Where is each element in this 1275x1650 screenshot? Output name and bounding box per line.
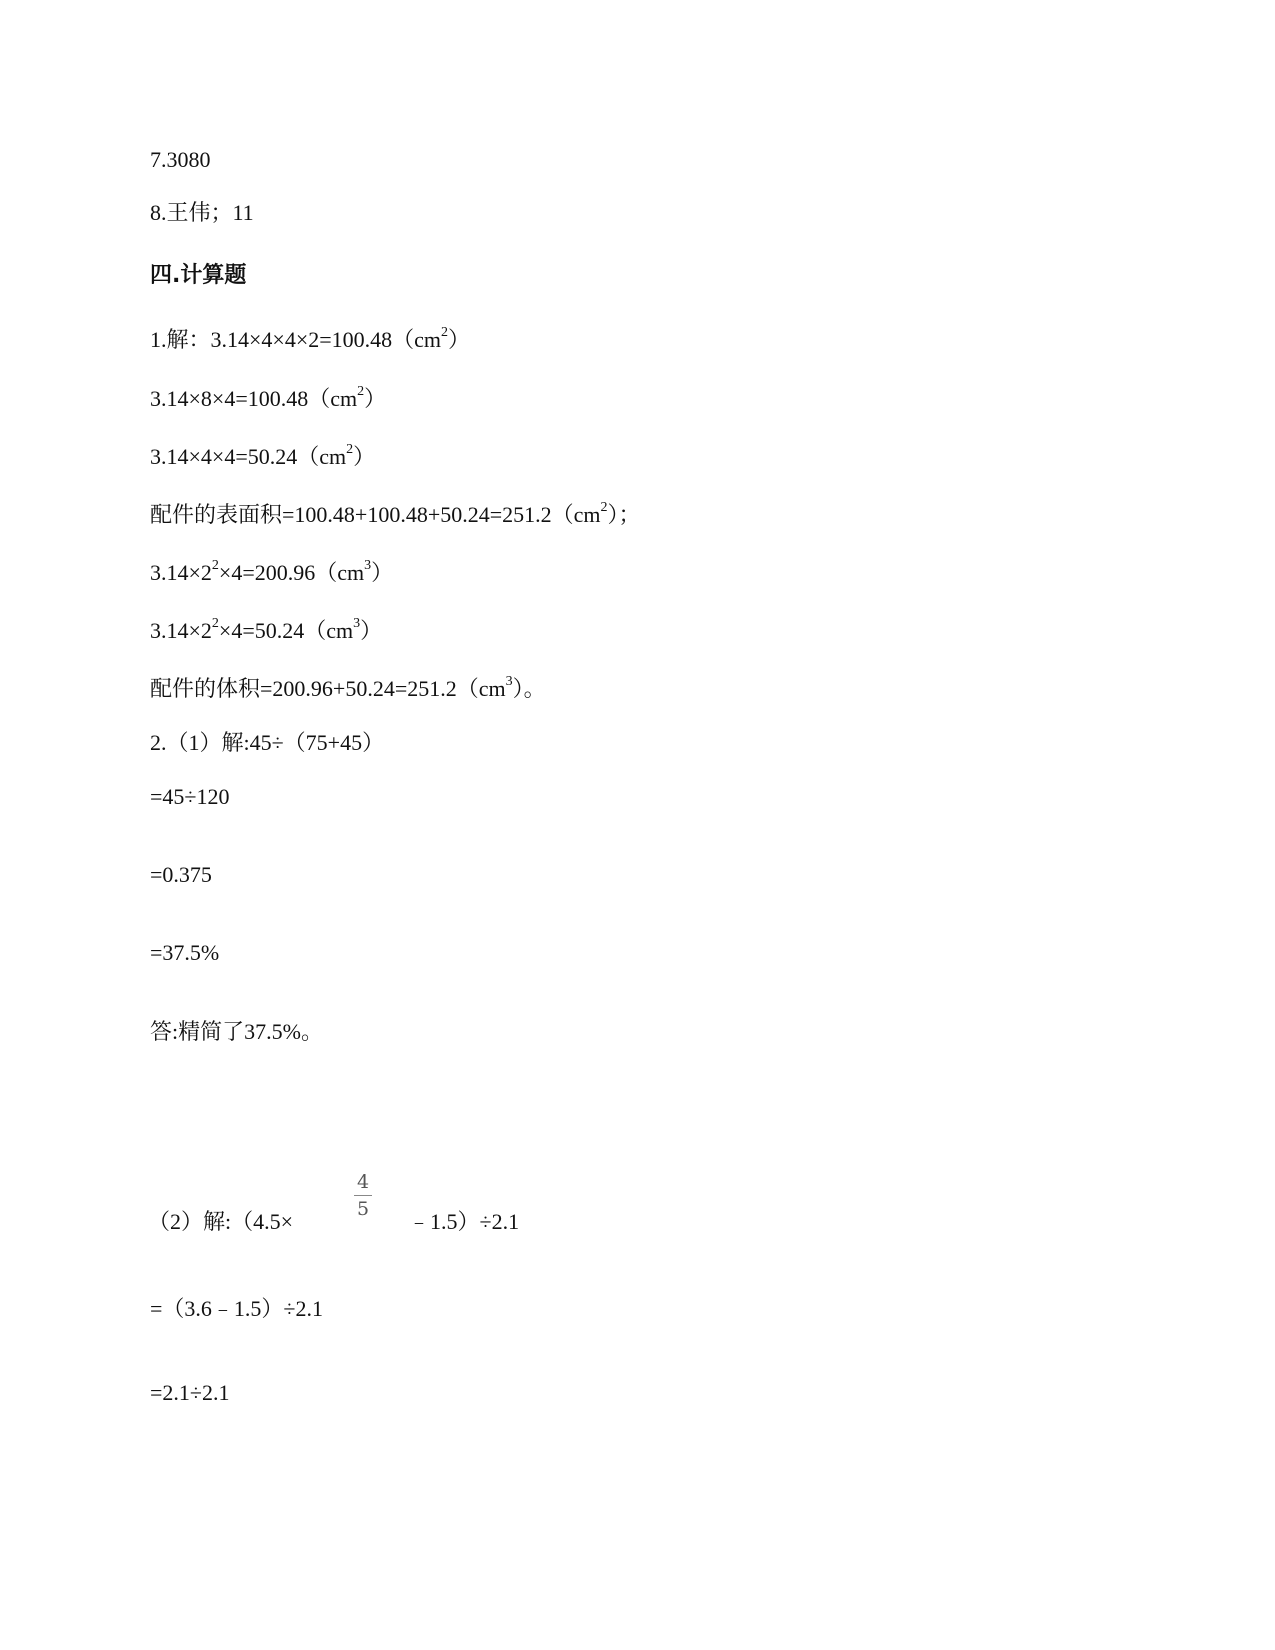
answer-8: 8.王伟；11 [150,200,254,225]
q2-part1-answer: 答:精简了37.5%。 [150,1019,323,1044]
q2-part2-line-3: =2.1÷2.1 [150,1380,230,1405]
q2-part2-line-1-suffix: ﹣1.5）÷2.1 [408,1209,520,1234]
q1-line-6: $3.14\times 2^2\times 4=50.24(cm^3)$ [150,615,383,643]
q1-line-5: $3.14\times 2^2\times 4=200.96(cm^3)$ [150,557,394,585]
fraction-denominator: 5 [356,1198,370,1220]
q1-line-1: 1.解：$3.14\times 4\times 4\times 2=100.48(cm^2)$ [150,324,471,352]
fraction-numerator: 4 [356,1171,370,1193]
fraction-bar [354,1195,372,1196]
q1-line-7: 配件的体积$=200.96+50.24=251.2(cm^3)$。 [150,673,546,701]
fraction-four-fifths [352,1170,374,1221]
q1-line-4: 配件的表面积$=100.48+100.48+50.24=251.2(cm^2)$； [150,499,641,527]
section-title: 四.计算题 [150,263,247,288]
q2-part1-line-1: 2.（1）解:45÷（75+45） [150,730,385,755]
q1-line-2: $3.14\times 8\times 4=100.48(cm^2)$ [150,383,387,411]
q2-part1-line-3: =0.375 [150,862,212,887]
q2-part2-line-2: =（3.6﹣1.5）÷2.1 [150,1296,323,1321]
q2-part1-line-2: =45÷120 [150,784,230,809]
answer-7: 7.3080 [150,147,211,172]
q2-part2-line-1: （2）解:（4.5× [148,1209,294,1234]
q2-part1-line-4: =37.5% [150,940,220,965]
q1-line-3: $3.14\times 4\times 4=50.24(cm^2)$ [150,441,376,469]
